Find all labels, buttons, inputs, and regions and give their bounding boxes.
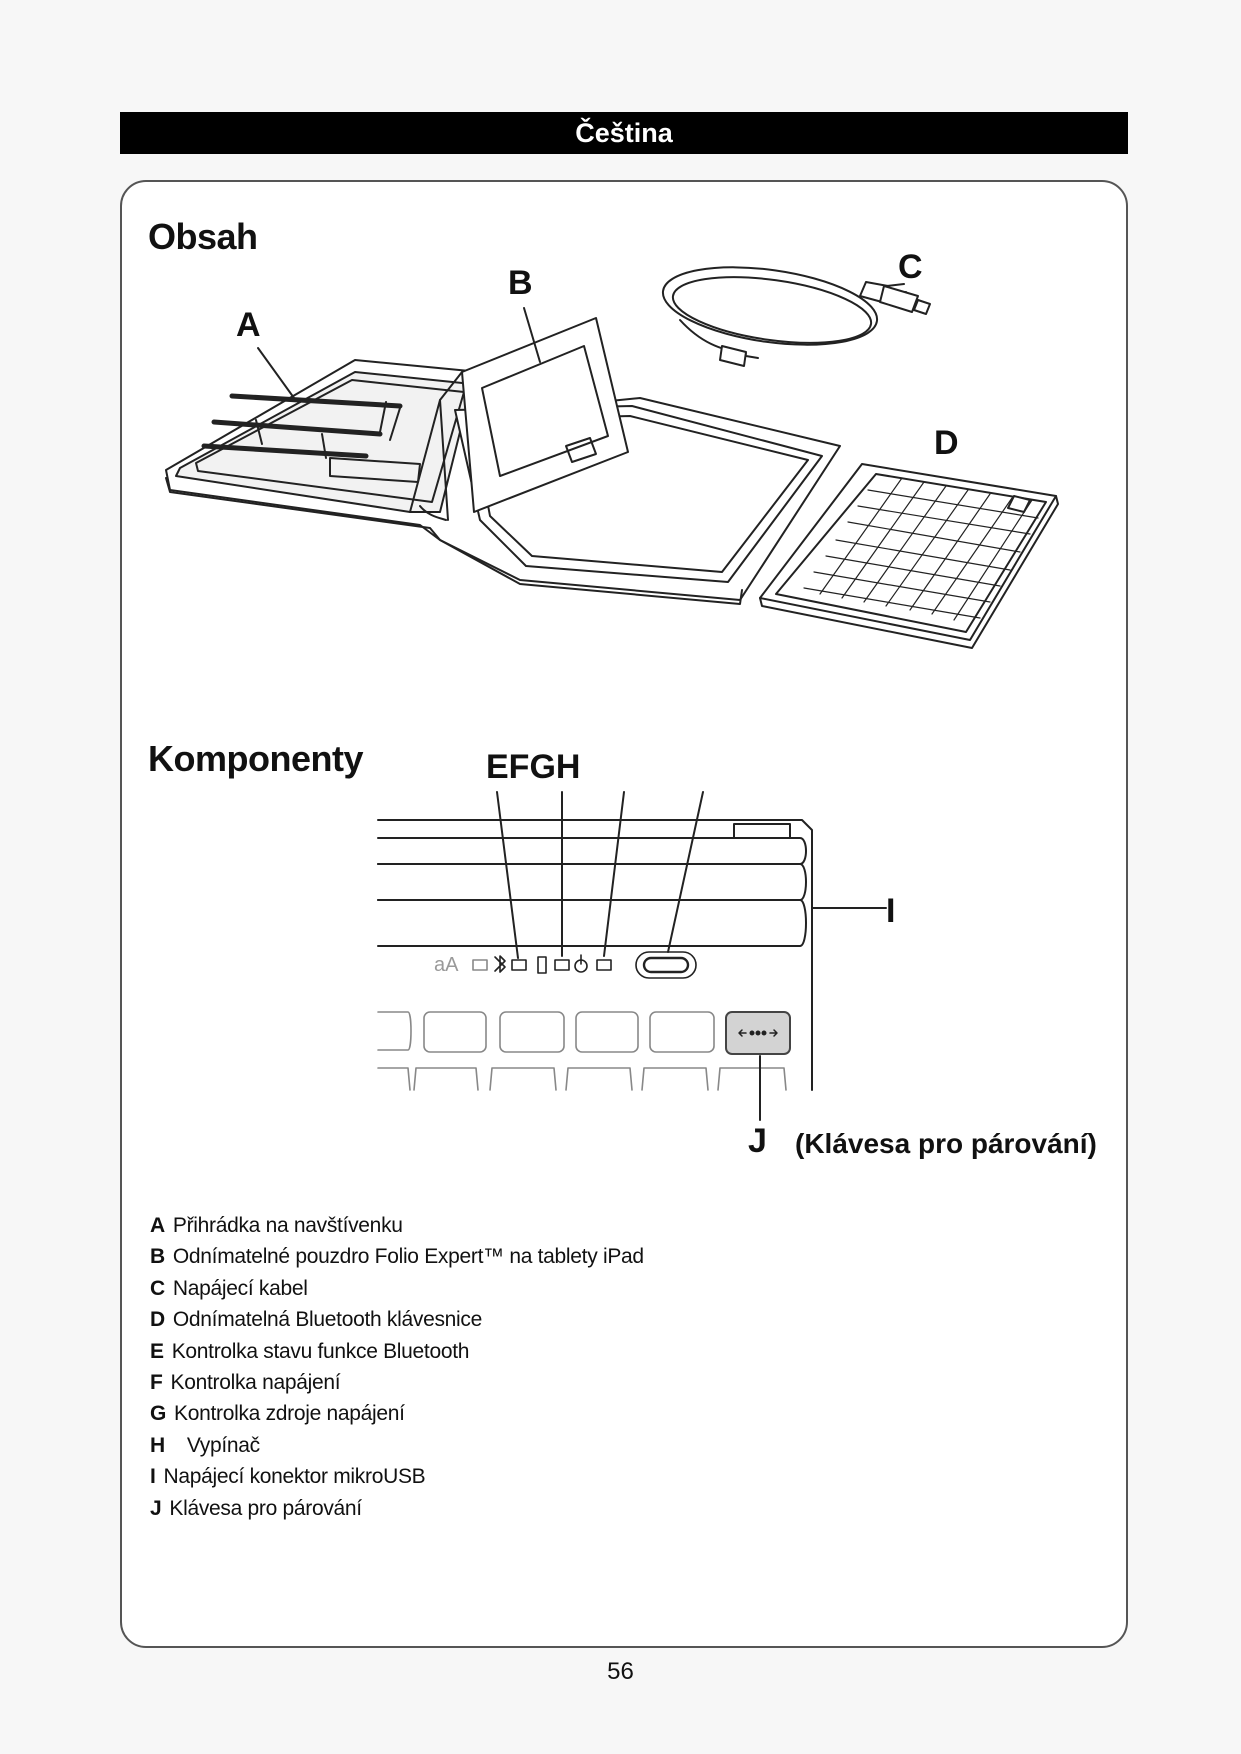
legend-item: C Napájecí kabel xyxy=(150,1276,308,1300)
pairing-key-caption: (Klávesa pro párování) xyxy=(795,1128,1097,1159)
legend-item: I Napájecí konektor mikroUSB xyxy=(150,1465,426,1489)
component-legend xyxy=(150,1210,644,1524)
legend-item: B Odnímatelné pouzdro Folio Expert™ na tablety iPad xyxy=(150,1245,644,1269)
callout-c: C xyxy=(898,248,923,286)
font-size-label: aA xyxy=(434,954,459,976)
legend-item: H Vypínač xyxy=(150,1433,260,1457)
legend-item: D Odnímatelná Bluetooth klávesnice xyxy=(150,1308,482,1332)
power-cable-illustration xyxy=(658,255,930,366)
legend-item: J Klávesa pro párování xyxy=(150,1496,362,1520)
callout-j: J xyxy=(748,1122,767,1160)
components-title: Komponenty xyxy=(148,738,363,779)
callout-a: A xyxy=(236,306,261,344)
legend-item: E Kontrolka stavu funkce Bluetooth xyxy=(150,1339,470,1363)
legend-item: G Kontrolka zdroje napájení xyxy=(150,1402,405,1426)
callout-efgh: EFGH xyxy=(486,748,581,786)
page-number: 56 xyxy=(607,1658,634,1685)
callout-i: I xyxy=(886,892,896,930)
language-header: Čeština xyxy=(120,112,1128,154)
legend-item: A Přihrádka na navštívenku xyxy=(150,1214,403,1237)
contents-title: Obsah xyxy=(148,216,258,257)
callout-d: D xyxy=(934,424,959,462)
legend-item: F Kontrolka napájení xyxy=(150,1370,341,1394)
callout-b: B xyxy=(508,264,533,302)
